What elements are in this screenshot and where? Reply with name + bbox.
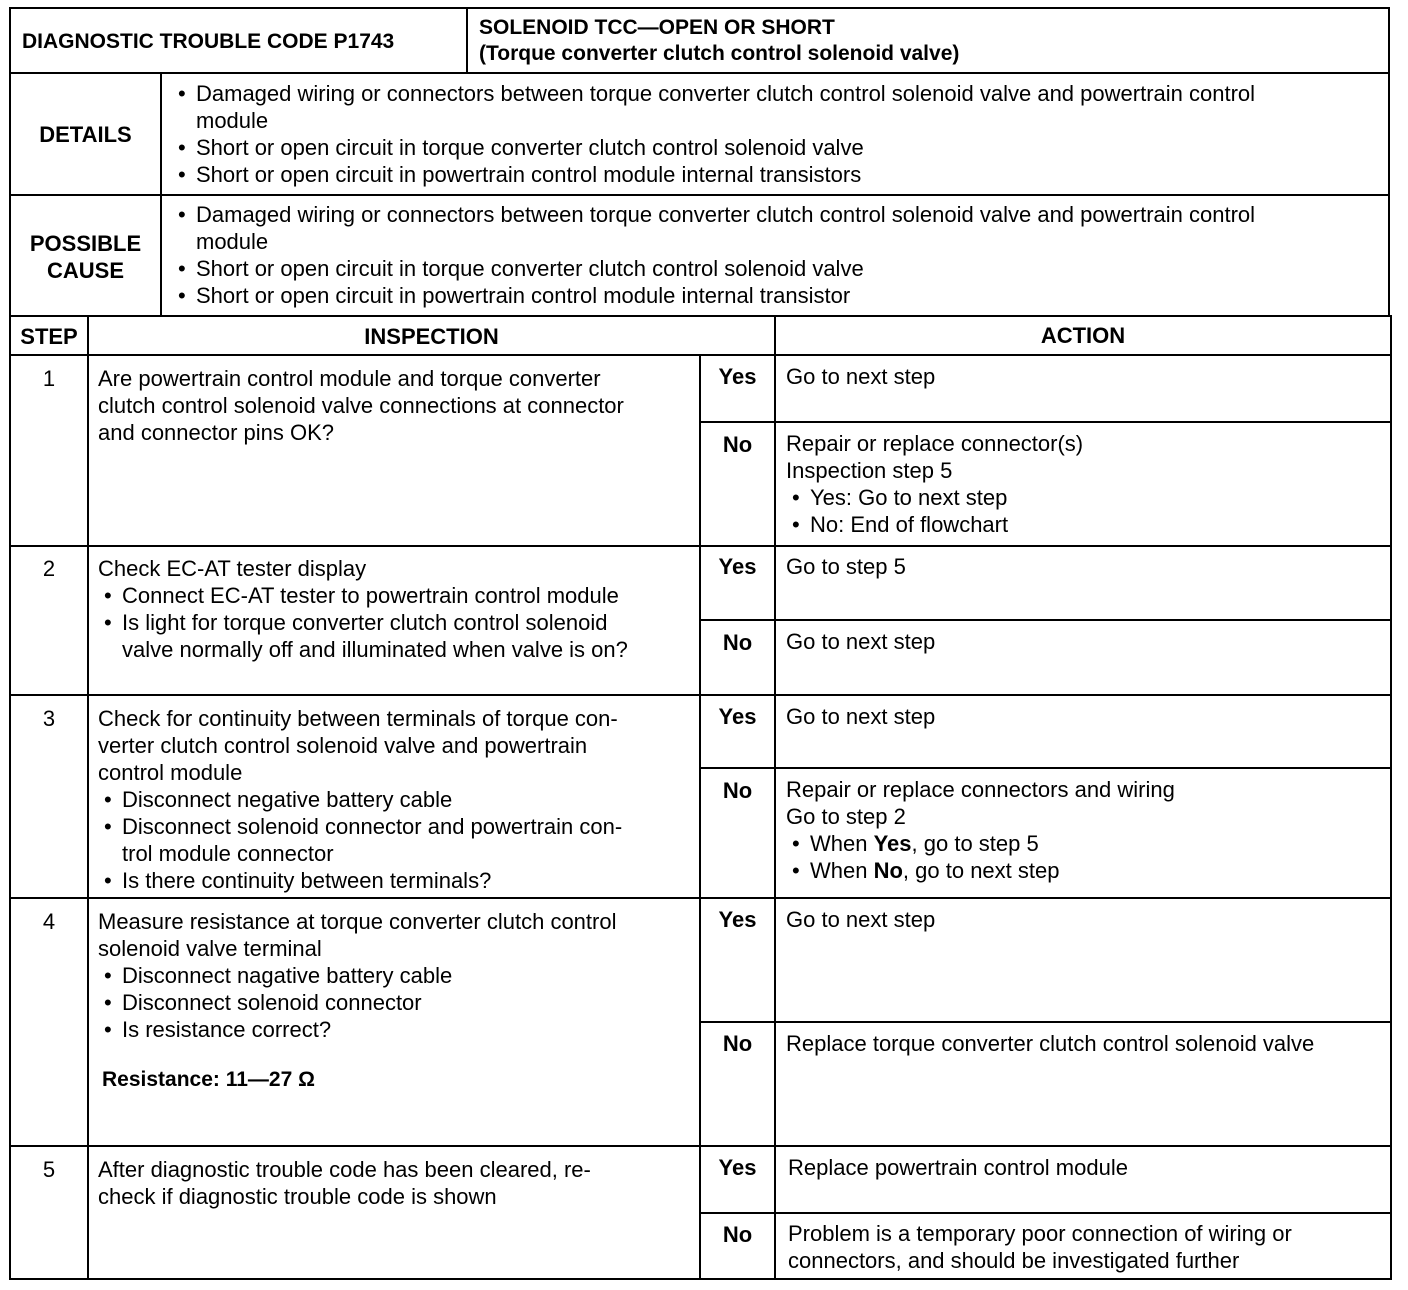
yes-no-separator: [699, 1212, 1392, 1214]
details-label: DETAILS: [39, 122, 132, 147]
action-bullet: • When No, go to next step: [786, 857, 1175, 884]
yes-action: Replace powertrain control module: [788, 1155, 1128, 1180]
no-label: No: [722, 1222, 753, 1247]
column-header-inspection: INSPECTION: [364, 324, 499, 349]
yes-label: Yes: [718, 907, 757, 932]
row-separator: [9, 354, 1392, 356]
yes-no-separator: [699, 1021, 1392, 1023]
row-separator: [9, 545, 1392, 547]
dtc-title-line1: SOLENOID TCC—OPEN OR SHORT: [479, 16, 835, 39]
details-item: • Short or open circuit in powertrain control module internal transistors: [172, 161, 1255, 188]
possible-cause-label: POSSIBLE CAUSE: [29, 231, 142, 283]
column-header-action: ACTION: [1040, 323, 1126, 348]
row-separator: [9, 1145, 1392, 1147]
inspection-bullet: • Disconnect solenoid connector and powertrain con- trol module connector: [98, 813, 622, 867]
details-item: • Damaged wiring or connectors between torque converter clutch control solenoid valve and powertrain control module: [172, 80, 1255, 134]
no-label: No: [722, 432, 753, 457]
no-label: No: [722, 630, 753, 655]
action-bullet: • Yes: Go to next step: [786, 484, 1083, 511]
step-number: 1: [42, 366, 56, 391]
yes-label: Yes: [718, 704, 757, 729]
yes-label: Yes: [718, 364, 757, 389]
no-label: No: [722, 778, 753, 803]
inspection-col-divider: [699, 355, 701, 1280]
action-bullet: • When Yes, go to step 5: [786, 830, 1175, 857]
inspection-bullet: • Is there continuity between terminals?: [98, 867, 622, 894]
row-separator: [9, 694, 1392, 696]
step-number: 3: [42, 706, 56, 731]
details-divider: [160, 72, 162, 196]
step-inspection: Check EC-AT tester display • Connect EC-AT tester to powertrain control module • Is light for torque converter clutch control solenoid valve normally off and illuminated when valve is on?: [98, 555, 628, 663]
inspection-bullet: • Is resistance correct?: [98, 1016, 616, 1043]
column-header-step: STEP: [20, 324, 78, 349]
no-action: Repair or replace connectors and wiring Go to step 2 • When Yes, go to step 5 • When No, go to next step: [786, 776, 1175, 884]
header-divider: [466, 7, 468, 74]
action-bullet: • No: End of flowchart: [786, 511, 1083, 538]
action-col-divider: [774, 315, 776, 1280]
no-action: Problem is a temporary poor connection of wiring or connectors, and should be investigated further: [788, 1221, 1292, 1273]
yes-no-separator: [699, 619, 1392, 621]
row-separator: [9, 897, 1392, 899]
possible-cause-item: • Short or open circuit in torque converter clutch control solenoid valve: [172, 255, 1255, 282]
yes-action: Go to step 5: [786, 554, 906, 579]
inspection-bullet: • Disconnect solenoid connector: [98, 989, 616, 1016]
details-item: • Short or open circuit in torque converter clutch control solenoid valve: [172, 134, 1255, 161]
no-label: No: [722, 1031, 753, 1056]
inspection-bullet: • Connect EC-AT tester to powertrain control module: [98, 582, 628, 609]
yes-label: Yes: [718, 554, 757, 579]
no-action: Repair or replace connector(s) Inspection step 5 • Yes: Go to next step • No: End of flowchart: [786, 430, 1083, 538]
possible-cause-divider: [160, 194, 162, 317]
step-number: 2: [42, 556, 56, 581]
step-inspection: Are powertrain control module and torque converter clutch control solenoid valve connections at connector and connector pins OK?: [98, 366, 624, 445]
step-number: 5: [42, 1157, 56, 1182]
step-inspection: Measure resistance at torque converter clutch control solenoid valve terminal • Disconnect nagative battery cable • Disconnect solenoid connector • Is resistance correct?: [98, 908, 616, 1043]
step-inspection: Check for continuity between terminals of torque con- verter clutch control solenoid valve and powertrain control module • Disconnect negative battery cable • Disconnect solenoid connector and powertrain con- trol module connector • Is there continuity between terminals?: [98, 705, 622, 894]
no-action: Go to next step: [786, 629, 936, 654]
possible-cause-list: [172, 201, 1255, 309]
possible-cause-item: • Damaged wiring or connectors between torque converter clutch control solenoid valve and powertrain control module: [172, 201, 1255, 255]
no-action: Replace torque converter clutch control solenoid valve: [786, 1031, 1315, 1056]
details-list: [172, 80, 1255, 188]
step-col-divider: [87, 315, 89, 1280]
yes-no-separator: [699, 421, 1392, 423]
resistance-spec: Resistance: 11—27 Ω: [102, 1068, 315, 1091]
yes-action: Go to next step: [786, 364, 936, 389]
dtc-title-line2: (Torque converter clutch control solenoid valve): [479, 42, 960, 65]
yes-label: Yes: [718, 1155, 757, 1180]
inspection-bullet: • Is light for torque converter clutch control solenoid valve normally off and illuminated when valve is on?: [98, 609, 628, 663]
yes-action: Go to next step: [786, 907, 936, 932]
step-inspection: After diagnostic trouble code has been cleared, re- check if diagnostic trouble code is shown: [98, 1157, 591, 1209]
yes-action: Go to next step: [786, 704, 936, 729]
inspection-bullet: • Disconnect nagative battery cable: [98, 962, 616, 989]
step-number: 4: [42, 909, 56, 934]
dtc-code-label: DIAGNOSTIC TROUBLE CODE P1743: [22, 30, 395, 53]
yes-no-separator: [699, 767, 1392, 769]
inspection-bullet: • Disconnect negative battery cable: [98, 786, 622, 813]
possible-cause-item: • Short or open circuit in powertrain control module internal transistor: [172, 282, 1255, 309]
